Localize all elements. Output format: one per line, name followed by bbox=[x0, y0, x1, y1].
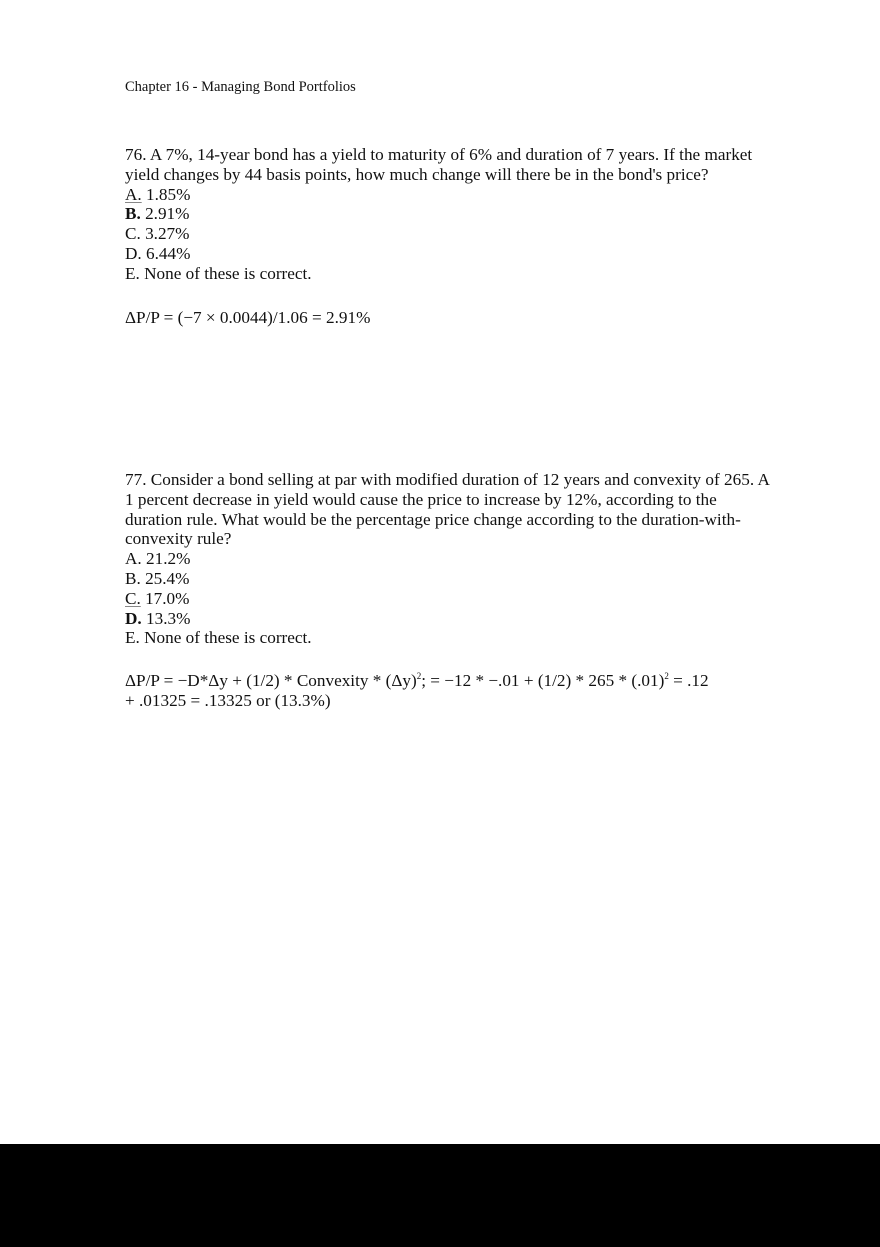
question-text: Consider a bond selling at par with modified duration of 12 years and convexity of 265. A bbox=[150, 470, 770, 489]
solution-formula-line-2: + .01325 = .13325 or (13.3%) bbox=[125, 690, 331, 710]
option-d bbox=[125, 244, 785, 264]
option-a bbox=[125, 185, 785, 205]
question-number: 77. bbox=[125, 470, 147, 489]
option-e bbox=[125, 264, 785, 284]
solution-formula-line-1 bbox=[125, 671, 785, 691]
option-value: None of these is correct. bbox=[144, 628, 312, 648]
option-label: D. bbox=[125, 243, 142, 263]
option-c bbox=[125, 224, 785, 244]
option-label: A. bbox=[125, 184, 142, 204]
option-value: 2.91% bbox=[145, 204, 190, 224]
question-76 bbox=[125, 145, 785, 284]
superscript: 2 bbox=[416, 671, 422, 681]
option-value: 13.3% bbox=[146, 608, 191, 628]
option-label: E. bbox=[125, 628, 140, 648]
question-text: A 7%, 14-year bond has a yield to maturity of 6% and duration of 7 years. If the market bbox=[149, 145, 753, 164]
solution-formula: ΔP/P = (−7 × 0.0044)/1.06 = 2.91% bbox=[125, 308, 371, 327]
option-c bbox=[125, 589, 785, 609]
chapter-header: Chapter 16 - Managing Bond Portfolios bbox=[125, 79, 356, 95]
question-76-stem-line-2: yield changes by 44 basis points, how much change will there be in the bond's price? bbox=[125, 164, 709, 184]
question-77 bbox=[125, 470, 785, 648]
option-value: 25.4% bbox=[145, 568, 190, 588]
option-b-correct bbox=[125, 204, 785, 224]
bottom-black-bar bbox=[0, 1144, 880, 1247]
option-d-correct bbox=[125, 609, 785, 629]
option-value: 17.0% bbox=[145, 588, 190, 608]
option-label: C. bbox=[125, 588, 141, 608]
question-77-stem-line-3: duration rule. What would be the percentage price change according to the duration-with- bbox=[125, 509, 741, 529]
option-value: 3.27% bbox=[145, 224, 190, 244]
question-76-stem-line-1 bbox=[125, 145, 785, 165]
option-value: 6.44% bbox=[146, 243, 191, 263]
option-label: C. bbox=[125, 224, 141, 244]
option-e bbox=[125, 628, 785, 648]
option-label: A. bbox=[125, 549, 142, 569]
superscript: 2 bbox=[664, 671, 669, 681]
option-value: 1.85% bbox=[146, 184, 191, 204]
solution-77 bbox=[125, 671, 785, 711]
formula-part: = .12 bbox=[668, 671, 709, 690]
solution-76 bbox=[125, 308, 785, 328]
formula-part: ; = −12 * −.01 + (1/2) * 265 * (.01) bbox=[421, 671, 665, 690]
formula-part: ΔP/P = −D*Δy + (1/2) * Convexity * (Δy) bbox=[125, 671, 417, 690]
option-b bbox=[125, 569, 785, 589]
question-number: 76. bbox=[125, 145, 147, 164]
option-value: None of these is correct. bbox=[144, 263, 312, 283]
option-value: 21.2% bbox=[146, 549, 191, 569]
option-label: E. bbox=[125, 263, 140, 283]
option-label: B. bbox=[125, 568, 141, 588]
question-77-stem-line-1 bbox=[125, 470, 785, 490]
option-label: D. bbox=[125, 608, 142, 628]
question-77-stem-line-4: convexity rule? bbox=[125, 529, 232, 549]
option-label: B. bbox=[125, 204, 141, 224]
question-77-stem-line-2: 1 percent decrease in yield would cause the price to increase by 12%, according to the bbox=[125, 489, 717, 509]
option-a bbox=[125, 549, 785, 569]
